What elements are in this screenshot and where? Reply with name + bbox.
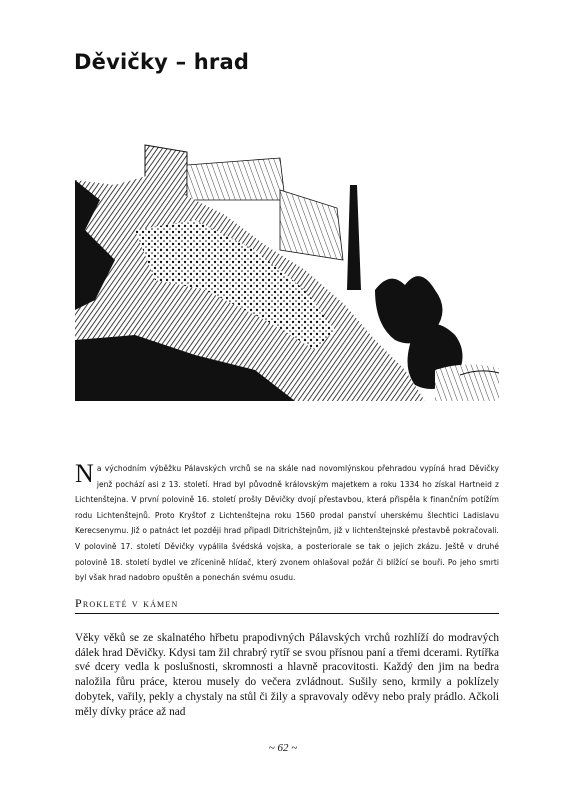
- intro-paragraph: [75, 461, 499, 586]
- page-title: Děvičky – hrad: [74, 50, 250, 74]
- castle-illustration: [75, 140, 499, 401]
- page-number: ~ 62 ~: [268, 742, 298, 754]
- intro-text: a východním výběžku Pálavských vrchů se na skále nad novomlýnskou přehradou vypíná hrad Děvičky jenž pochází asi z 13. století. Hrad byl původně královským majetkem a roku 1334 ho získal Hartneid z Lichtenštejna. V první polovině 16. století prošly Děvičky dvojí přestavbou, která přispěla k finančním potížím rodu Lichtenštejnů. Proto Kryštof z Lichtenštejna roku 1560 prodal panství uherskému šlechtici Ladislavu Kerecsenymu. Již o patnáct let později hrad připadl Ditrichštejnům, již v lichtenštejnské přestavbě pokračovali. V polovině 17. století Děvičky vypálila švédská vojska, a posteriorale se tak o jejich zkázu. Ještě v druhé polovině 18. století bydlel ve zřícenině hlídač, který zvonem ohlašoval požár či blížící se bouři. Po jeho smrti byl však hrad nadobro opuštěn a ponechán svému osudu.: [75, 464, 499, 583]
- drop-cap: N: [75, 459, 94, 488]
- body-paragraph: Věky věků se ze skalnatého hřbetu prapodivných Pálavských vrchů rozhlíží do modravých dálek hrad Děvičky. Kdysi tam žil chrabrý rytíř se svou přísnou paní a třemi dcerami. Rytířka své dcery vedla k poslušnosti, skromnosti a hlavně pracovitosti. Každý den jim na bedra naložila fůru práce, kterou musely do večera zvládnout. Sušily seno, krmily a poklízely dobytek, vařily, pekly a chystaly na stůl či žily a spravovaly oděvy nebo praly prádlo. Ačkoli měly dívky práce až nad: [75, 632, 499, 718]
- section-heading: Prokleté v kámen: [75, 596, 499, 614]
